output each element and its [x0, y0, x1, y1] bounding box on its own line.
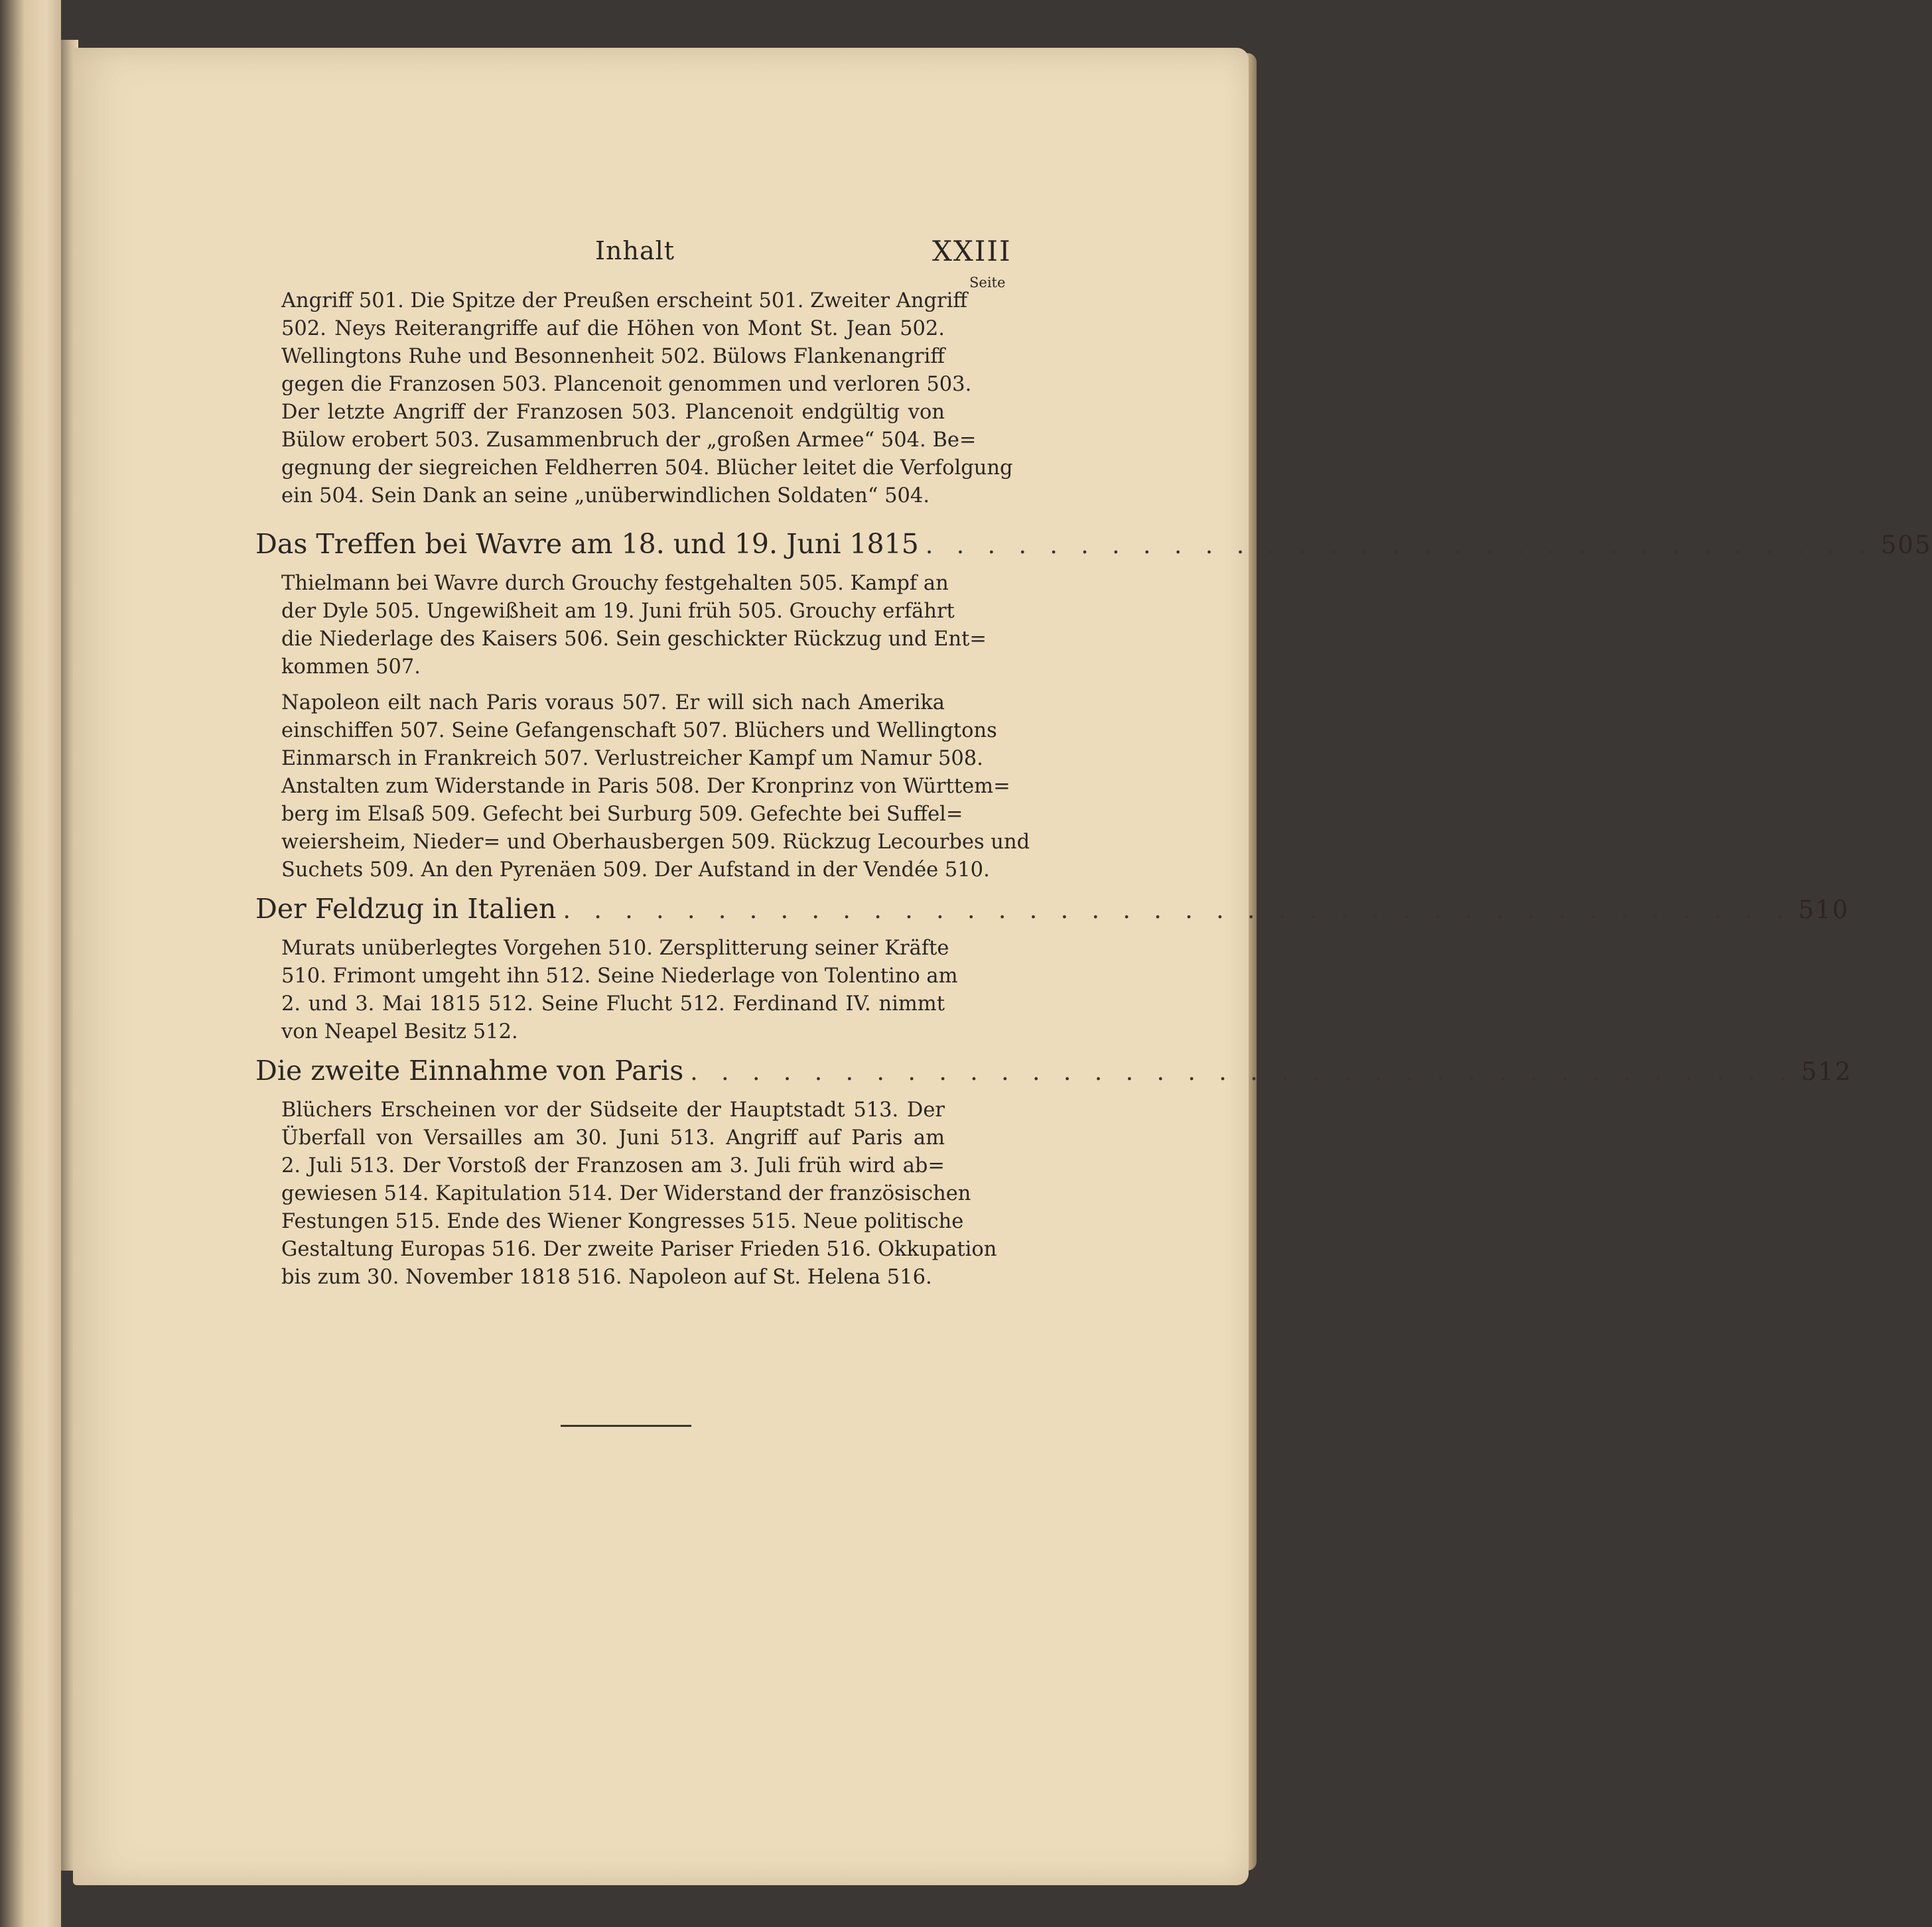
toc-text-line: Überfall von Versailles am 30. Juni 513. Angriff auf Paris am: [281, 1126, 945, 1150]
toc-entry-italien[interactable]: [255, 893, 1850, 925]
toc-text-line: 2. und 3. Mai 1815 512. Seine Flucht 512. Ferdinand IV. nimmt: [281, 992, 945, 1016]
toc-text-line: Bülow erobert 503. Zusammenbruch der „großen Armee“ 504. Be=: [281, 429, 977, 452]
toc-text-line: berg im Elsaß 509. Gefecht bei Surburg 509. Gefechte bei Suffel=: [281, 803, 963, 826]
toc-entry-page: 510: [1798, 896, 1850, 924]
toc-text-line: Anstalten zum Widerstande in Paris 508. Der Kronprinz von Württem=: [281, 775, 1010, 798]
toc-text-line: der Dyle 505. Ungewißheit am 19. Juni früh 505. Grouchy erfährt: [281, 600, 955, 623]
toc-text-line: 510. Frimont umgeht ihn 512. Seine Niederlage von Tolentino am: [281, 964, 958, 988]
toc-entry-title: Das Treffen bei Wavre am 18. und 19. Juni 1815: [255, 528, 919, 560]
toc-text-line: Napoleon eilt nach Paris voraus 507. Er will sich nach Amerika: [281, 691, 945, 714]
toc-text-line: Festungen 515. Ende des Wiener Kongresses 515. Neue politische: [281, 1210, 964, 1233]
toc-leader-dots: . . . . . . . . . . . . . . . . . . . . . . . . . . . . . . .: [925, 532, 1874, 559]
closing-rule: [561, 1425, 691, 1427]
toc-entry-page: 512: [1801, 1057, 1852, 1086]
facing-page-edge: [0, 0, 61, 1927]
toc-text-line: gegnung der siegreichen Feldherren 504. Blücher leitet die Verfolgung: [281, 456, 1013, 480]
toc-text-line: einschiffen 507. Seine Gefangenschaft 507. Blüchers und Wellingtons: [281, 719, 997, 742]
toc-text-line: Suchets 509. An den Pyrenäen 509. Der Aufstand in der Vendée 510.: [281, 858, 990, 882]
toc-text-line: Wellingtons Ruhe und Besonnenheit 502. Bülows Flankenangriff: [281, 345, 945, 368]
toc-text-line: ein 504. Sein Dank an seine „unüberwindlichen Soldaten“ 504.: [281, 484, 930, 507]
running-head: Inhalt: [595, 236, 675, 265]
toc-entry-title: Die zweite Einnahme von Paris: [255, 1055, 684, 1087]
toc-text-line: gewiesen 514. Kapitulation 514. Der Widerstand der französischen: [281, 1182, 971, 1205]
toc-leader-dots: . . . . . . . . . . . . . . . . . . . . . . . . . . . . . . . . . . . .: [690, 1059, 1795, 1086]
toc-text-line: gegen die Franzosen 503. Plancenoit genommen und verloren 503.: [281, 373, 972, 396]
page-number: XXIII: [932, 235, 1012, 267]
toc-text-line: Blüchers Erscheinen vor der Südseite der Hauptstadt 513. Der: [281, 1098, 945, 1122]
toc-text-line: kommen 507.: [281, 655, 421, 679]
toc-text-line: Der letzte Angriff der Franzosen 503. Plancenoit endgültig von: [281, 401, 945, 424]
toc-text-line: die Niederlage des Kaisers 506. Sein geschickter Rückzug und Ent=: [281, 628, 987, 651]
toc-text-line: Angriff 501. Die Spitze der Preußen erscheint 501. Zweiter Angriff: [281, 289, 967, 312]
toc-text-line: weiersheim, Nieder= und Oberhausbergen 509. Rückzug Lecourbes und: [281, 831, 1030, 854]
toc-entry-paris[interactable]: [255, 1055, 1852, 1087]
toc-leader-dots: . . . . . . . . . . . . . . . . . . . . . . . . . . . . . . . . . . . . . . . .: [563, 897, 1792, 924]
toc-text-line: Einmarsch in Frankreich 507. Verlustreicher Kampf um Namur 508.: [281, 747, 983, 770]
toc-text-line: 502. Neys Reiterangriffe auf die Höhen von Mont St. Jean 502.: [281, 317, 945, 340]
seite-column-label: Seite: [969, 275, 1006, 291]
toc-text-line: Gestaltung Europas 516. Der zweite Pariser Frieden 516. Okkupation: [281, 1238, 997, 1261]
toc-entry-page: 505: [1880, 531, 1932, 559]
toc-text-line: Murats unüberlegtes Vorgehen 510. Zersplitterung seiner Kräfte: [281, 937, 949, 960]
toc-text-line: bis zum 30. November 1818 516. Napoleon auf St. Helena 516.: [281, 1266, 932, 1289]
toc-text-line: 2. Juli 513. Der Vorstoß der Franzosen am 3. Juli früh wird ab=: [281, 1154, 945, 1177]
toc-text-line: von Neapel Besitz 512.: [281, 1020, 518, 1043]
toc-text-line: Thielmann bei Wavre durch Grouchy festgehalten 505. Kampf an: [281, 572, 949, 595]
toc-entry-wavre[interactable]: [255, 528, 1932, 560]
toc-entry-title: Der Feldzug in Italien: [255, 893, 557, 925]
